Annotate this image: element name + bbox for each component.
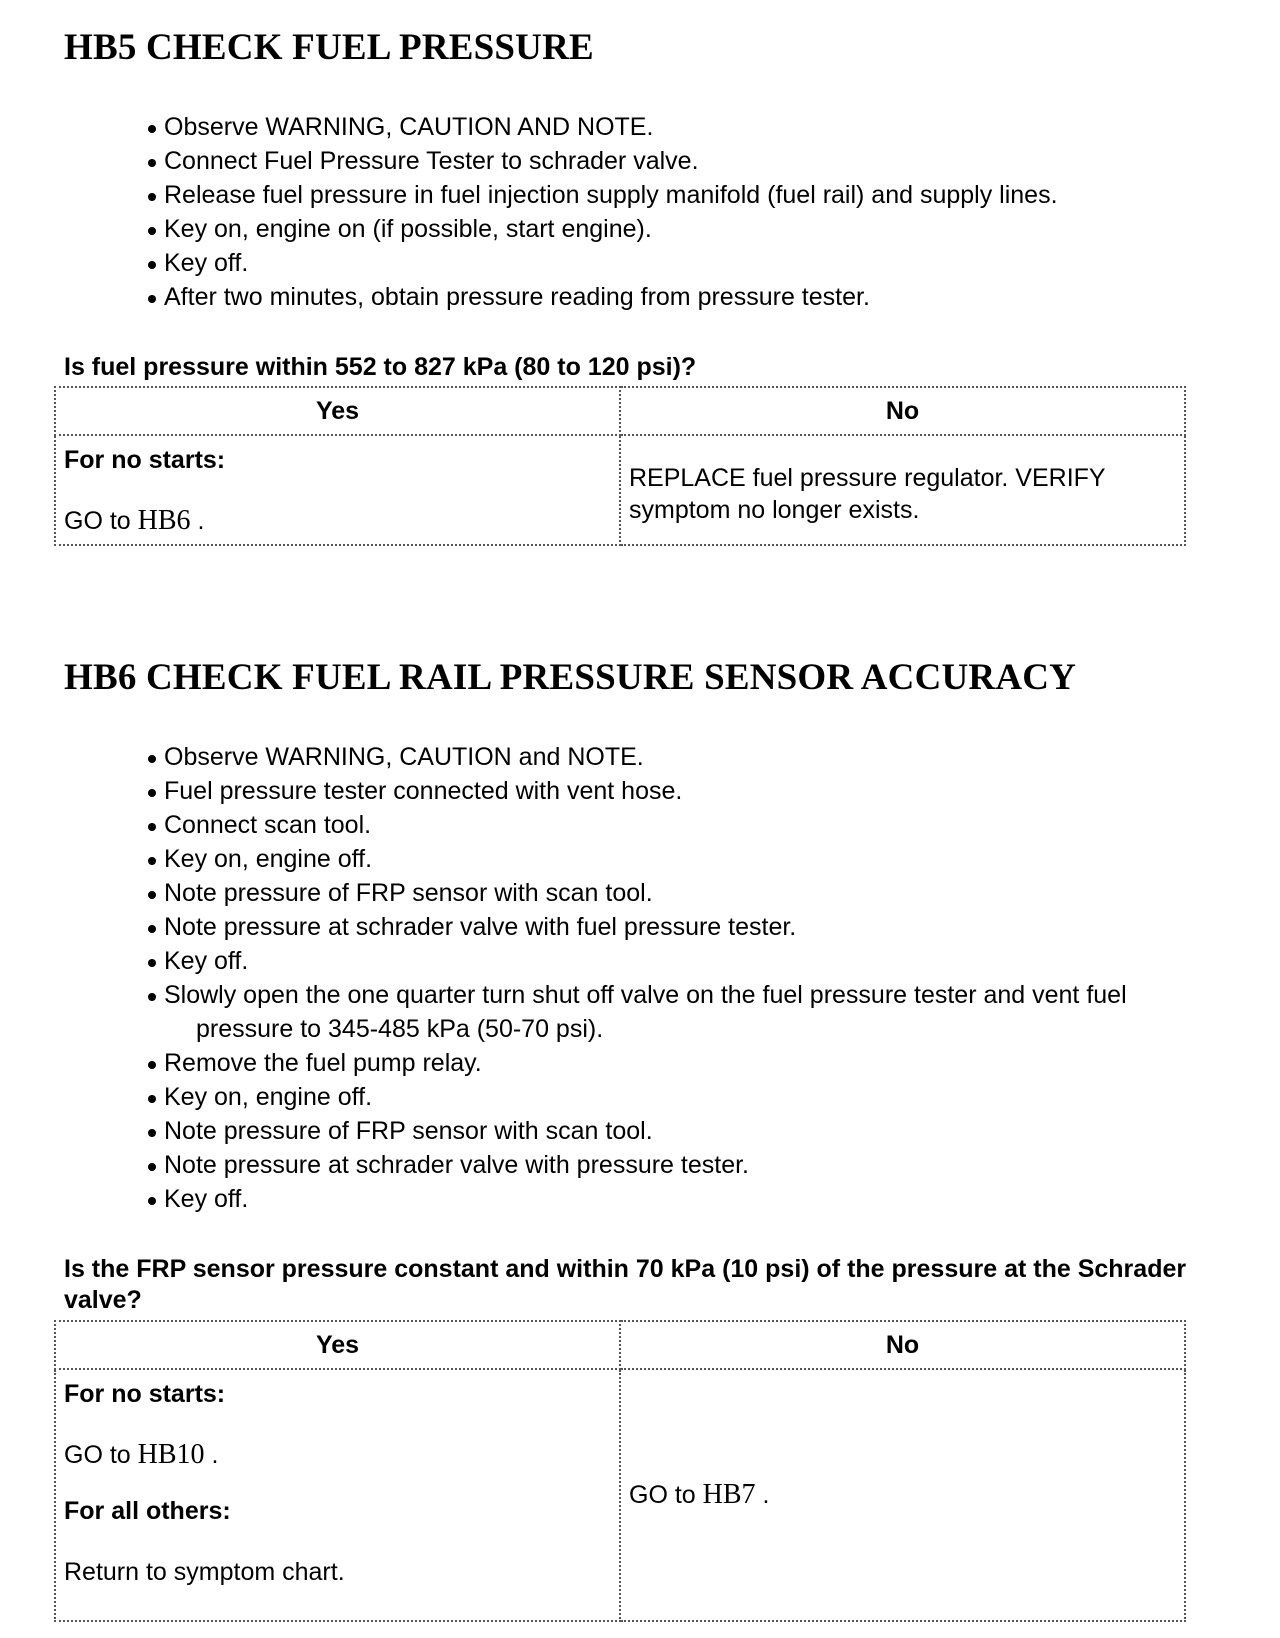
goto-suffix: . (762, 1481, 770, 1509)
step-continuation: pressure to 345-485 kPa (50-70 psi). (196, 1015, 604, 1043)
goto-prefix: GO to (64, 1441, 131, 1469)
list-item: Note pressure of FRP sensor with scan tool. (146, 876, 1266, 910)
list-item: Connect Fuel Pressure Tester to schrader valve. (146, 144, 1246, 178)
yes-header: Yes (55, 1321, 620, 1369)
list-item: Key on, engine on (if possible, start engine). (146, 212, 1246, 246)
no-header: No (620, 1321, 1185, 1369)
goto-hb10-link[interactable]: HB10 (137, 1439, 205, 1470)
list-item: Key off. (146, 246, 1246, 280)
list-item: Connect scan tool. (146, 808, 1266, 842)
list-item: Key off. (146, 944, 1266, 978)
goto-hb6-link[interactable]: HB6 (137, 505, 191, 536)
list-item: Observe WARNING, CAUTION and NOTE. (146, 740, 1266, 774)
list-item: Note pressure of FRP sensor with scan tool. (146, 1114, 1266, 1148)
yes-cell (55, 435, 620, 545)
return-text: Return to symptom chart. (64, 1558, 345, 1586)
hb6-step-list (146, 740, 1266, 1216)
hb6-question: Is the FRP sensor pressure constant and within 70 kPa (10 psi) of the pressure at the Schrader valve? (64, 1255, 1187, 1314)
list-item: Release fuel pressure in fuel injection supply manifold (fuel rail) and supply lines. (146, 178, 1246, 212)
no-text: REPLACE fuel pressure regulator. VERIFY symptom no longer exists. (629, 464, 1106, 524)
yes-label-no-starts: For no starts: (64, 1380, 226, 1408)
list-item: Note pressure at schrader valve with pressure tester. (146, 1148, 1266, 1182)
step-text: Slowly open the one quarter turn shut off valve on the fuel pressure tester and vent fuel (164, 981, 1127, 1009)
goto-line (64, 1439, 611, 1471)
list-item: After two minutes, obtain pressure reading from pressure tester. (146, 280, 1246, 314)
table-row (55, 435, 1185, 545)
goto-hb7-link[interactable]: HB7 (702, 1479, 756, 1510)
list-item: Note pressure at schrader valve with fuel pressure tester. (146, 910, 1266, 944)
list-item: Observe WARNING, CAUTION AND NOTE. (146, 110, 1246, 144)
no-cell (620, 1369, 1185, 1621)
hb5-title: HB5 CHECK FUEL PRESSURE (64, 27, 594, 68)
list-item: Remove the fuel pump relay. (146, 1046, 1266, 1080)
no-header: No (620, 387, 1185, 435)
goto-prefix: GO to (64, 507, 131, 535)
table-header-row (55, 387, 1185, 435)
yes-cell (55, 1369, 620, 1621)
hb5-step-list (146, 110, 1246, 314)
goto-suffix: . (197, 507, 205, 535)
list-item: Fuel pressure tester connected with vent hose. (146, 774, 1266, 808)
goto-suffix: . (211, 1441, 219, 1469)
hb5-decision-table (54, 386, 1186, 546)
yes-label: For no starts: (64, 446, 226, 474)
hb6-decision-table (54, 1320, 1186, 1622)
hb5-question: Is fuel pressure within 552 to 827 kPa (80 to 120 psi)? (64, 353, 697, 381)
list-item: Key off. (146, 1182, 1266, 1216)
yes-header: Yes (55, 387, 620, 435)
goto-prefix: GO to (629, 1481, 696, 1509)
no-cell (620, 435, 1185, 545)
table-row (55, 1369, 1185, 1621)
list-item: Key on, engine off. (146, 842, 1266, 876)
list-item: Key on, engine off. (146, 1080, 1266, 1114)
goto-line (629, 1479, 1176, 1511)
list-item (146, 978, 1266, 1046)
table-header-row (55, 1321, 1185, 1369)
hb6-title: HB6 CHECK FUEL RAIL PRESSURE SENSOR ACCURACY (64, 657, 1077, 698)
goto-line (64, 505, 611, 537)
yes-label-all-others: For all others: (64, 1497, 231, 1525)
